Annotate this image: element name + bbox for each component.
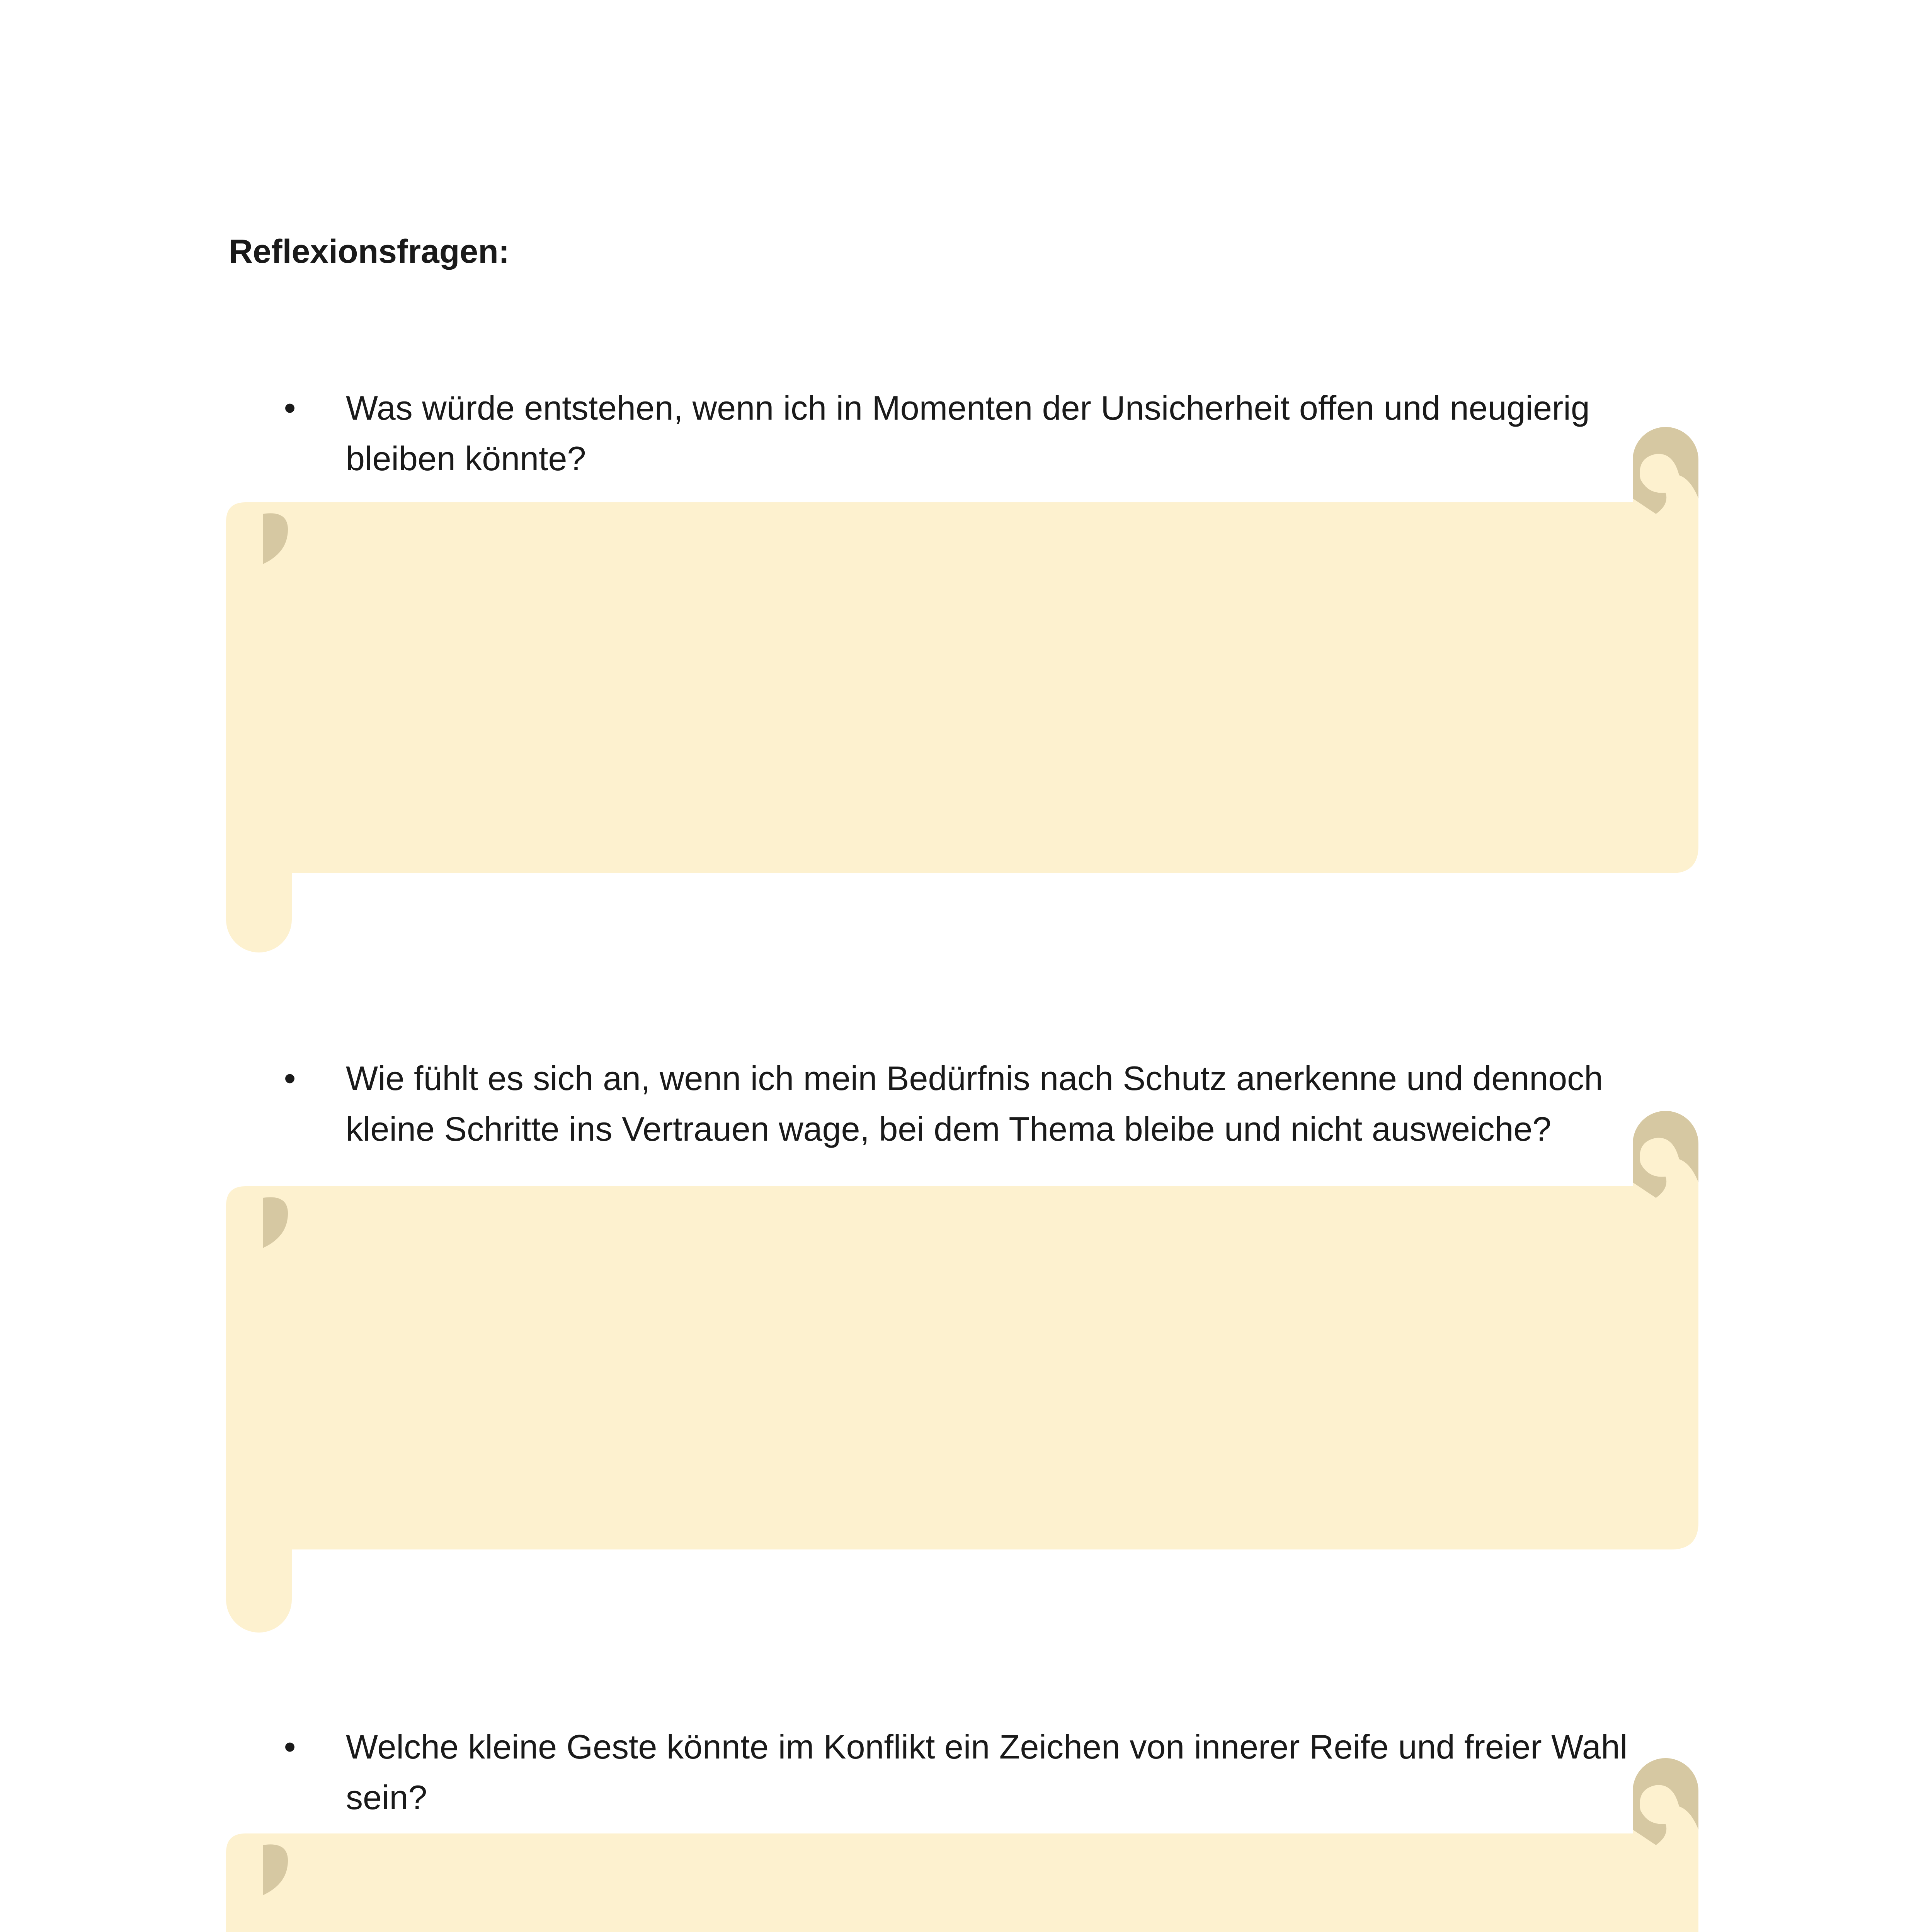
question-line: Was würde entstehen, wenn ich in Momenten der Unsicherheit offen und neugierig	[346, 389, 1590, 427]
question-line: sein?	[346, 1778, 427, 1816]
question-line: kleine Schritte ins Vertrauen wage, bei dem Thema bleibe und nicht ausweiche?	[346, 1110, 1552, 1148]
question-line: bleiben könnte?	[346, 439, 586, 478]
question-line: Welche kleine Geste könnte im Konflikt ein Zeichen von innerer Reife und freier Wahl	[346, 1728, 1628, 1766]
answer-scroll-box-2[interactable]	[226, 1121, 1702, 1642]
answer-scroll-box-1[interactable]	[226, 437, 1702, 958]
answer-scroll-box-3[interactable]	[226, 1768, 1702, 1932]
bullet-icon: •	[284, 389, 296, 427]
bullet-icon: •	[284, 1059, 296, 1097]
page-heading: Reflexionsfragen:	[229, 233, 510, 270]
question-line: Wie fühlt es sich an, wenn ich mein Bedürfnis nach Schutz anerkenne und dennoch	[346, 1059, 1603, 1097]
bullet-icon: •	[284, 1728, 296, 1766]
scroll-banner-icon	[226, 437, 1702, 958]
scroll-banner-icon	[226, 1121, 1702, 1642]
scroll-banner-icon	[226, 1768, 1702, 1932]
